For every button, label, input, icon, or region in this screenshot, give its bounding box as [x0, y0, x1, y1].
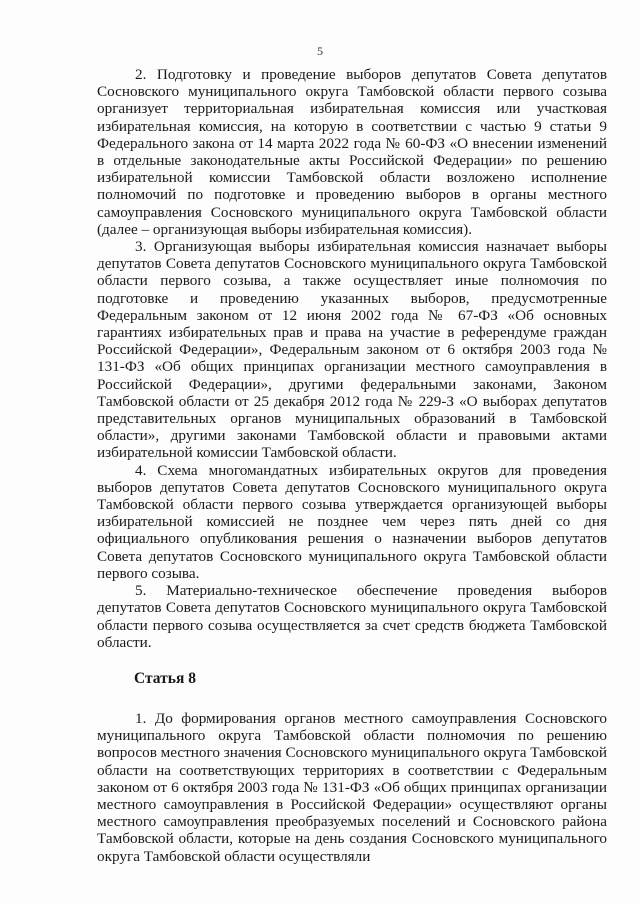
- paragraph-4: 4. Схема многомандатных избирательных округов для проведения выборов депутатов Совета депутатов Сосновского муниципального округа Тамбовской области первого созыва утверждается организующей выборы избирательной комиссией не позднее чем через пять дней со дня официального опубликования решения о назначении выборов депутатов Совета депутатов Сосновского муниципального округа Тамбовской области первого созыва.: [97, 461, 607, 582]
- paragraphs-block: [97, 66, 607, 651]
- article-heading: Статья 8: [134, 670, 196, 687]
- paragraph-2: 2. Подготовку и проведение выборов депутатов Совета депутатов Сосновского муниципального округа Тамбовской области первого созыва организует территориальная избирательная комиссия или участковая избирательная комиссия, на которую в соответствии с частью 9 статьи 9 Федерального закона от 14 марта 2022 года № 60-ФЗ «О внесении изменений в отдельные законодательные акты Российской Федерации» по решению избирательной комиссии Тамбовской области возложено исполнение полномочий по подготовке и проведению выборов в органы местного самоуправления Сосновского муниципального округа Тамбовской области (далее – организующая выборы избирательная комиссия).: [97, 66, 607, 238]
- paragraph-5: 5. Материально-техническое обеспечение проведения выборов депутатов Совета депутатов Сосновского муниципального округа Тамбовской области первого созыва осуществляется за счет средств бюджета Тамбовской области.: [97, 582, 607, 651]
- article-paragraph-1: 1. До формирования органов местного самоуправления Сосновского муниципального округа Тамбовской области полномочия по решению вопросов местного значения Сосновского муниципального округа Тамбовской области на соответствующих территориях в соответствии с Федеральным законом от 6 октября 2003 года № 131-ФЗ «Об общих принципах организации местного самоуправления в Российской Федерации» осуществляют органы местного самоуправления преобразуемых поселений и Сосновского района Тамбовской области, которые на день создания Сосновского муниципального округа Тамбовской области осуществляли: [97, 710, 607, 865]
- page-number: 5: [317, 44, 323, 58]
- article-paragraphs-block: [97, 710, 607, 865]
- paragraph-3: 3. Организующая выборы избирательная комиссия назначает выборы депутатов Совета депутатов Сосновского муниципального округа Тамбовской области первого созыва, а также осуществляет иные полномочия по подготовке и проведению указанных выборов, предусмотренные Федеральным законом от 12 июня 2002 года № 67-ФЗ «Об основных гарантиях избирательных прав и права на участие в референдуме граждан Российской Федерации», Федеральным законом от 6 октября 2003 года № 131-ФЗ «Об общих принципах организации местного самоуправления в Российской Федерации», другими федеральными законами, Законом Тамбовской области от 25 декабря 2012 года № 229-З «О выборах депутатов представительных органов муниципальных образований в Тамбовской области», другими законами Тамбовской области и правовыми актами избирательной комиссии Тамбовской области.: [97, 238, 607, 462]
